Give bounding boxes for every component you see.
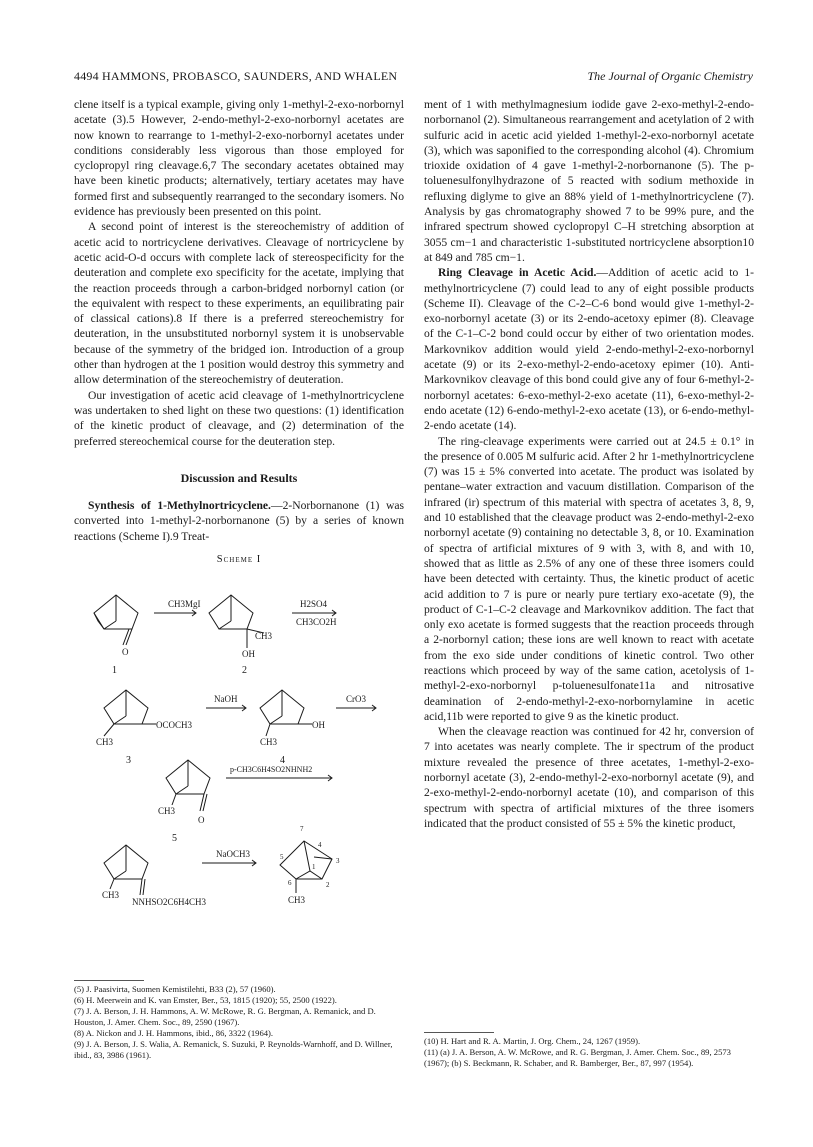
right-column: [424, 97, 754, 831]
reagent-label: H2SO4: [300, 599, 328, 610]
atom-label: NNHSO2C6H4CH3: [132, 897, 207, 908]
atom-label: O: [122, 647, 129, 658]
position-number: 3: [336, 857, 340, 866]
journal-title: The Journal of Organic Chemistry: [587, 69, 753, 83]
atom-label: CH3: [96, 737, 114, 748]
paragraph: [74, 498, 404, 544]
atom-label: O: [198, 815, 205, 826]
subsection-heading: Synthesis of 1-Methylnortricyclene.: [88, 499, 271, 513]
reagent-label: NaOCH3: [216, 849, 250, 860]
compound-3-structure: [104, 690, 156, 736]
paragraph: The ring-cleavage experiments were carried out at 24.5 ± 0.1° in the presence of 0.005 M sulfuric acid. After 2 hr 1-methylnortricyclene (7) was 15 ± 5% converted into acetate. The product was isolated by pentane–water extraction and vacuum distillation. Comparison of the infrared (ir) spectrum of this material with spectra of acetates 3, 8, 9, and 10 established that the cleavage product was 2-endo-methyl-2-exo norbornyl acetate (9) containing no detectable 3, 8, or 10. Examination of spectra of artificial mixtures of 9 with 3, with 8, and with 10, showed that as little as 2.5% of any one of these three isomers could have been detected with certainty. Thus, the kinetic product of acetic acid addition to 7 is pure or nearly pure tertiary exo-acetate (9), the product of C-1–C-2 cleavage and Markovnikov addition. The fact that only exo acetate is formed suggests that the reaction proceeds through a 2-norbornyl cation; these ions are well known to react with acetate from the exo side under conditions of kinetic control. Two other reactions which proceed by way of the same cation, acetolysis of 1-methyl-2-exo-norbornyl p-toluenesulfonate11a and nitrosative deamination of 2-endo-methyl-2-exo-norbornylamine in acetic acid,11b were reported to give 9 as the kinetic product.: [424, 434, 754, 723]
left-column: [74, 97, 404, 908]
reagent-label: CH3MgI: [168, 599, 201, 610]
atom-label: OH: [242, 649, 255, 660]
position-number: 5: [280, 853, 284, 862]
compound-number: 4: [280, 755, 285, 767]
atom-label: CH3: [158, 806, 176, 817]
compound-number: 3: [126, 755, 131, 767]
footnote: (10) H. Hart and R. A. Martin, J. Org. Chem., 24, 1267 (1959).: [424, 1036, 641, 1046]
footnote: (6) H. Meerwein and K. van Emster, Ber., 53, 1815 (1920); 55, 2500 (1922).: [74, 995, 337, 1005]
compound-4-structure: [260, 690, 312, 736]
atom-label: OCOCH3: [156, 720, 193, 731]
atom-label: CH3: [260, 737, 278, 748]
footnote-rule: [74, 980, 144, 981]
atom-label: OH: [312, 720, 325, 731]
paragraph: ment of 1 with methylmagnesium iodide gave 2-exo-methyl-2-endo-norbornanol (2). Simultaneous rearrangement and acetylation of 2 with sulfuric acid in acetic acid yielded 1-methyl-2-exo-norbornyl acetate (3), which was saponified to the corresponding alcohol (4). Chromium trioxide oxidation of 4 gave 1-methyl-2-norbornanone (5). The p-toluenesulfonylhydrazone of 5 reacted with sodium methoxide in refluxing diglyme to give an 88% yield of 1-methylnortricyclene (7). Analysis by gas chromatography showed 7 to be 99% pure, and the infrared spectrum showed cyclopropyl C–H stretching absorption at 3055 cm−1 and characteristic 1-substituted nortricyclene absorption10 at 849 and 785 cm−1.: [424, 98, 754, 264]
compound-number: 5: [172, 833, 177, 845]
reagent-label: CrO3: [346, 694, 366, 705]
footnote: (7) J. A. Berson, J. H. Hammons, A. W. McRowe, R. G. Bergman, A. Remanick, and D. Houston, J. Amer. Chem. Soc., 89, 2590 (1967).: [74, 1006, 376, 1027]
footnote: (5) J. Paasivirta, Suomen Kemistilehti, B33 (2), 57 (1960).: [74, 984, 276, 994]
compound-5-structure: [166, 760, 210, 811]
reagent-label: p-CH3C6H4SO2NHNH2: [230, 765, 313, 775]
paragraph: A second point of interest is the stereochemistry of addition of acetic acid to nortricyclene derivatives. Cleavage of nortricyclene by acetic acid-O-d occurs with complete lack of stereospecificity for the deuteration and complete exo specificity for the acetate, implying that the reaction proceeds through a carbon-bridged norbornyl cation (or the equivalent with respect to these experiments, an equilibrating pair of classical cations).8 If there is a preferred stereochemistry for deuteration, in the unsubstituted norbornyl system it is unobservable because of the symmetry of the bridged ion. Introduction of a group other than hydrogen at the 1 position would destroy this symmetry and allow determination of the stereochemistry of deuteration.: [74, 220, 404, 387]
footnote: (11) (a) J. A. Berson, A. W. McRowe, and R. G. Bergman, J. Amer. Chem. Soc., 89, 2573 (1967); (b) S. Beckmann, R. Schaber, and R. Bamberger, Ber., 87, 997 (1954).: [424, 1047, 731, 1068]
position-number: 7: [300, 825, 304, 834]
atom-label: CH3: [288, 895, 306, 906]
compound-6-structure: [104, 845, 148, 895]
compound-number: 2: [242, 665, 247, 677]
reaction-scheme: [74, 573, 404, 908]
reagent-label: CH3CO2H: [296, 617, 337, 628]
running-header: 4494 HAMMONS, PROBASCO, SAUNDERS, AND WHALEN: [74, 69, 398, 83]
footnote-rule: [424, 1032, 494, 1033]
position-number: 4: [318, 841, 322, 850]
atom-label: CH3: [102, 890, 120, 901]
section-heading: Discussion and Results: [180, 470, 298, 485]
paragraph-text: —2-Norbornanone (1) was converted into 1-methyl-2-norbornanone (5) by a series of known reactions (Scheme I).9 Treat-: [74, 499, 404, 543]
subsection-heading: Ring Cleavage in Acetic Acid.: [438, 266, 597, 280]
position-number: 1: [312, 863, 316, 872]
footnote: (9) J. A. Berson, J. S. Walia, A. Remanick, S. Suzuki, P. Reynolds-Warnhoff, and D. Willner, ibid., 83, 3986 (1961).: [74, 1039, 393, 1060]
footnotes-right: [424, 1036, 754, 1069]
position-number: 6: [288, 879, 292, 888]
paragraph-text: —Addition of acetic acid to 1-methylnortricyclene (7) could lead to any of eight possible products (Scheme II). Cleavage of the C-2–C-6 bond would give 1-methyl-2-exo-norbornyl acetate (3) or its 2-endo-acetoxy epimer (8). Cleavage of the C-1–C-2 bond could occur by either of two orientation modes. Markovnikov addition would yield 2-endo-methyl-2-exo-norbornyl acetate (9) or its 2-exo-methyl-2-endo-acetoxy epimer (10). Anti-Markovnikov cleavage of this bond could give any of four 6-methyl-2-norbornyl acetates: 6-exo-methyl-2-exo acetate (11), 6-exo-methyl-2-endo acetate (12) 6-endo-methyl-2-exo acetate (13), or 6-endo-methyl-2-endo acetate (14).: [424, 266, 755, 433]
reagent-label: NaOH: [214, 694, 238, 705]
paragraph: [424, 265, 754, 433]
position-number: 2: [326, 881, 330, 890]
compound-1-structure: [94, 595, 138, 645]
footnote: (8) A. Nickon and J. H. Hammons, ibid., 86, 3322 (1964).: [74, 1028, 274, 1038]
scheme-title: Scheme I: [216, 554, 262, 566]
paragraph: clene itself is a typical example, giving only 1-methyl-2-exo-norbornyl acetate (3).5 However, 2-endo-methyl-2-exo-norbornyl acetates are now known to rearrange to 1-methyl-2-exo-norbornyl acetates under conditions considerably less vigorous than those employed for cyclopropyl ring cleavage.6,7 The secondary acetates obtained may have been kinetic products; alternatively, tertiary acetates may have formed first and subsequently rearranged to the secondary isomers. No evidence has previously been presented on this point.: [74, 98, 404, 219]
footnotes-left: [74, 984, 404, 1061]
paragraph: Our investigation of acetic acid cleavage of 1-methylnortricyclene was undertaken to shed light on these two questions: (1) identification of the kinetic product of cleavage, and (2) determination of the preferred stereochemical course for the deuteration step.: [74, 388, 404, 448]
compound-number: 1: [112, 665, 117, 677]
paragraph: When the cleavage reaction was continued for 42 hr, conversion of 7 into acetates was nearly complete. The ir spectrum of the product mixture revealed the presence of three acetates, 1-methyl-2-exo-norbornyl acetate (3), 2-endo-methyl-2-exo-norbornyl acetate (9), and 2-exo-methyl-2-endo-norbornyl acetate (10), and comparison of this spectrum with spectra of artificial mixtures of the three isomers indicated that the product consisted of 55 ± 5% the kinetic product,: [424, 725, 754, 830]
atom-label: CH3: [255, 631, 273, 642]
